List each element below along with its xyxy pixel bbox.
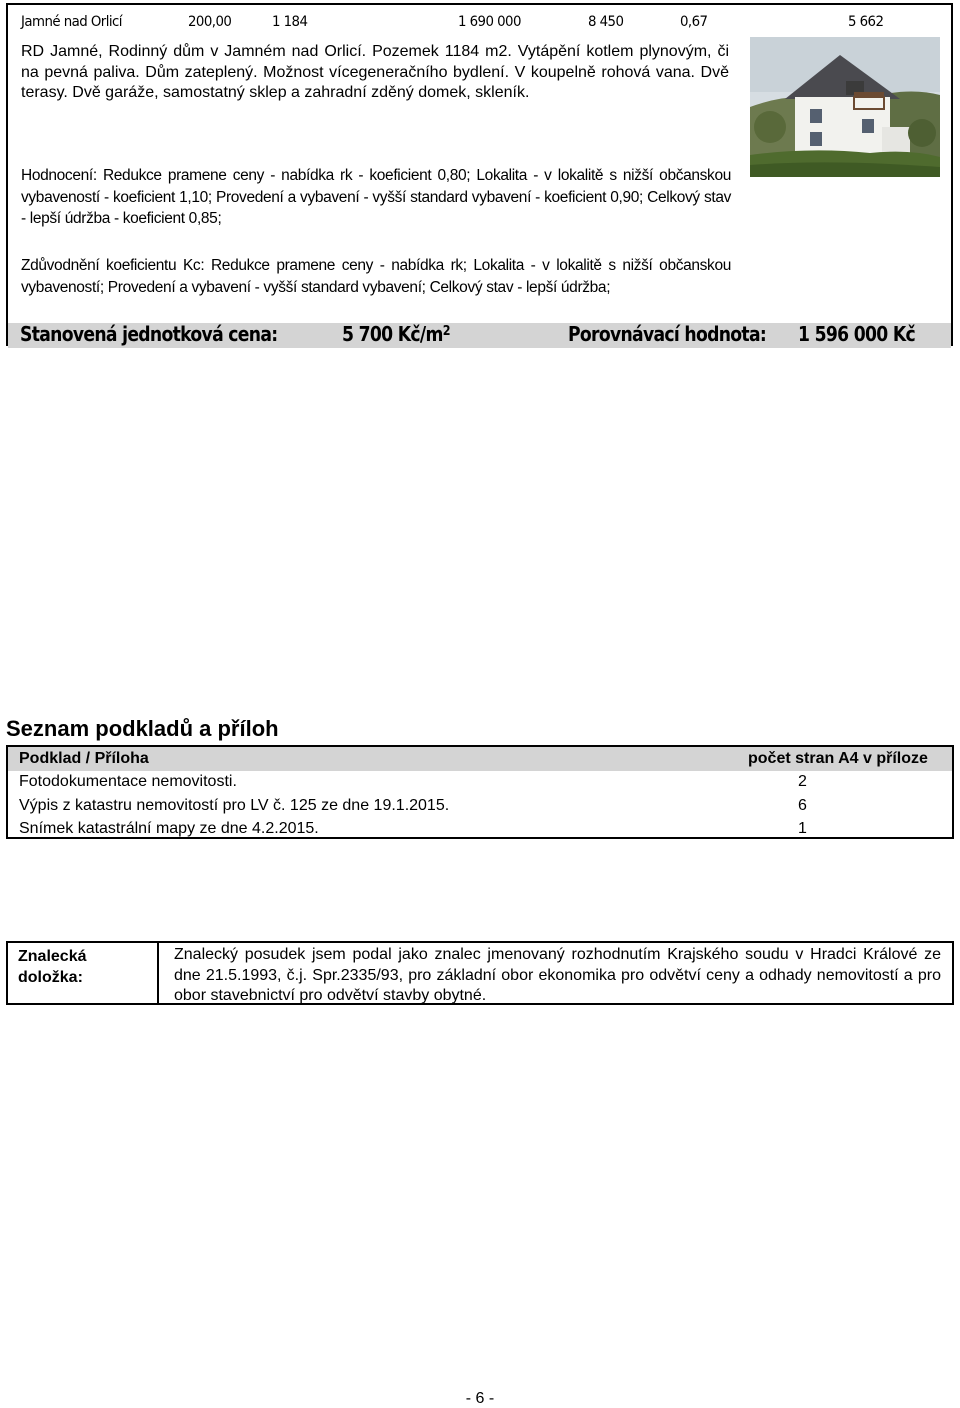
justification-text: Zdůvodnění koeficientu Kc: Redukce pramene ceny - nabídka rk; Lokalita - v lokalitě s nižší občanskou vybaveností; Provedení a vybavení - vyšší standard vybavení; Celkový stav - lepší údržba; — [21, 257, 731, 296]
attachments-table — [6, 745, 954, 839]
attachment-name: Snímek katastrální mapy ze dne 4.2.2015. — [19, 820, 319, 837]
area-cell: 200,00 — [188, 14, 232, 30]
page-number: - 6 - — [465, 1390, 495, 1407]
unit-price-label: Stanovená jednotková cena: — [20, 322, 278, 346]
table-row — [8, 797, 952, 819]
plot-area-cell: 1 184 — [272, 14, 308, 30]
unit-price-value: 5 700 $Kč/m^2$ — [342, 322, 450, 346]
comparison-value: 1 596 000 Kč — [798, 322, 916, 346]
col-document: Podklad / Příloha — [19, 750, 149, 767]
col-pages: počet stran A4 v příloze — [748, 750, 928, 767]
attachment-name: Výpis z katastru nemovitostí pro LV č. 125 ze dne 19.1.2015. — [19, 797, 450, 814]
clause-label-cell — [8, 943, 159, 1003]
clause-label: Znalecká doložka: — [18, 948, 87, 986]
table-row — [8, 820, 952, 842]
property-description: RD Jamné, Rodinný dům v Jamném nad Orlicí. Pozemek 1184 m2. Vytápění kotlem plynovým, či na pevná paliva. Dům zateplený. Možnost vícegeneračního bydlení. V koupelně rohová vana. Dvě terasy. Dvě garáže, samostatný sklep a zahradní zděný domek, skleník. — [21, 43, 729, 101]
unit-exponent: 2 — [442, 324, 450, 339]
clause-text: Znalecký posudek jsem podal jako znalec jmenovaný rozhodnutím Krajského soudu v Hradci Králové ze dne 21.5.1993, č.j. Spr.2335/93, pro základní obor ekonomika pro odvětví ceny a odhady nemovitostí a pro obor stavebnictví pro odvětví stavby obytné. — [174, 946, 941, 1004]
unit-price-cell: 8 450 — [588, 14, 624, 30]
attachments-title: Seznam podkladů a příloh — [6, 716, 279, 741]
comparison-value-label: Porovnávací hodnota: — [568, 322, 767, 346]
evaluation-text: Hodnocení: Redukce pramene ceny - nabídka rk - koeficient 0,80; Lokalita - v lokalitě s nižší občanskou vybaveností - koeficient 1,10; Provedení a vybavení - vyšší standard vybavení - koeficient 0,90; Celkový stav - lepší údržba - koeficient 0,85; — [21, 167, 731, 227]
location-cell: Jamné nad Orlicí — [21, 14, 122, 30]
attachment-name: Fotodokumentace nemovitosti. — [19, 773, 237, 790]
expert-clause — [6, 941, 954, 1005]
comparable-property-block — [6, 3, 953, 346]
attachment-pages: 6 — [798, 797, 807, 814]
attachments-header — [8, 747, 952, 771]
price-cell: 1 690 000 — [458, 14, 521, 30]
attachment-pages: 1 — [798, 820, 807, 837]
house-photo — [750, 37, 940, 177]
adjusted-price-cell: 5 662 — [848, 14, 884, 30]
table-row — [8, 773, 952, 795]
attachment-pages: 2 — [798, 773, 807, 790]
coefficient-cell: 0,67 — [680, 14, 708, 30]
valuation-summary-row — [8, 323, 951, 348]
